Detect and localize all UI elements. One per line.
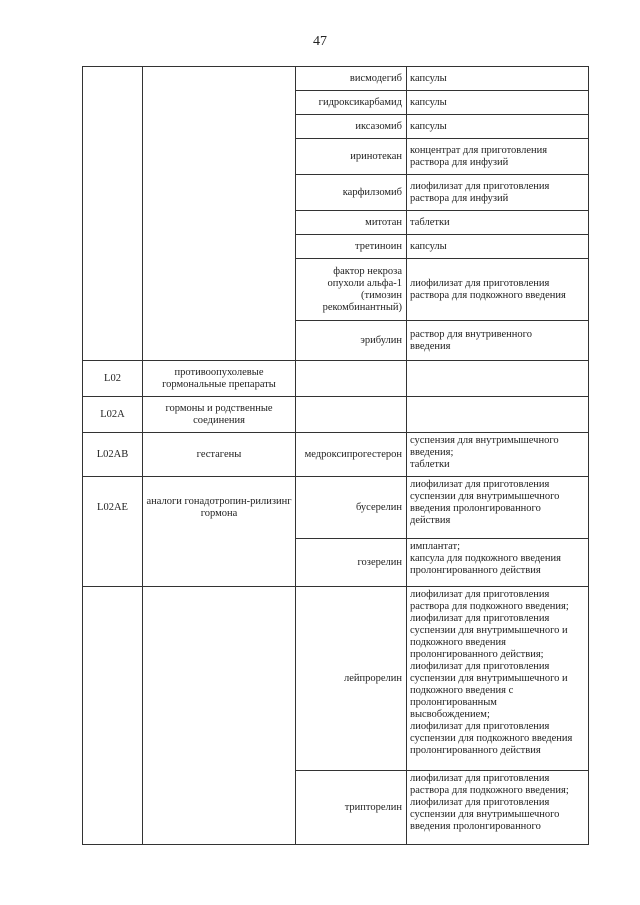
cell-line: лиофилизат для приготовления [410, 613, 550, 624]
table-row [83, 587, 589, 771]
table-row [83, 361, 589, 397]
cell-line: концентрат для приготовления [410, 145, 548, 156]
cell-line: пролонгированным [410, 697, 497, 708]
cell-line: суспензии для подкожного введения [410, 733, 573, 744]
atc-code-cell [83, 139, 143, 175]
cell-line: иринотекан [350, 150, 402, 162]
cell-line: введения пролонгированного [410, 821, 541, 832]
table-row [83, 539, 589, 587]
atc-code-cell [83, 321, 143, 361]
group-cell [143, 539, 296, 587]
cell-line: висмодегиб [349, 72, 402, 84]
dosage-form-cell [407, 397, 589, 433]
cell-line: раствора для инфузий [410, 157, 509, 168]
atc-code-cell [83, 175, 143, 211]
table-row [83, 91, 589, 115]
group-cell [143, 259, 296, 321]
inn-cell [296, 235, 407, 259]
cell-line: рекомбинантный) [322, 301, 402, 313]
dosage-form-cell [407, 115, 589, 139]
inn-cell [296, 771, 407, 845]
dosage-form-cell [407, 539, 589, 587]
cell-line: аналоги гонадотропин-рилизинг [146, 495, 292, 507]
table-row [83, 397, 589, 433]
cell-line: лиофилизат для приготовления [410, 773, 550, 784]
group-cell [143, 477, 296, 539]
drug-table [82, 66, 589, 845]
atc-code-cell [83, 539, 143, 587]
cell-line: имплантат; [410, 541, 461, 552]
cell-line: пролонгированного действия [410, 565, 541, 576]
cell-line: пролонгированного действия [410, 745, 541, 756]
cell-line: лиофилизат для приготовления [410, 797, 550, 808]
table-row [83, 139, 589, 175]
cell-line: гозерелин [357, 556, 402, 568]
atc-code-cell: L02AB [83, 433, 143, 477]
cell-line: третиноин [355, 240, 402, 252]
group-cell [143, 91, 296, 115]
group-cell [143, 433, 296, 477]
inn-cell [296, 211, 407, 235]
dosage-form-cell [407, 771, 589, 845]
cell-line: опухоли альфа-1 [327, 277, 402, 289]
cell-line: лейпрорелин [343, 672, 402, 684]
cell-line: введения [410, 341, 451, 352]
cell-line: лиофилизат для приготовления [410, 721, 550, 732]
cell-line: митотан [365, 216, 402, 228]
cell-line: раствора для подкожного введения [410, 290, 566, 301]
table-row [83, 771, 589, 845]
group-cell [143, 235, 296, 259]
cell-line: медроксипрогестерон [304, 448, 402, 460]
atc-code-cell [83, 235, 143, 259]
inn-cell [296, 91, 407, 115]
inn-cell [296, 321, 407, 361]
cell-line: пролонгированного действия; [410, 649, 544, 660]
inn-cell [296, 67, 407, 91]
inn-cell [296, 139, 407, 175]
atc-code-cell [83, 91, 143, 115]
table-row [83, 321, 589, 361]
table-row [83, 211, 589, 235]
cell-line: раствора для подкожного введения; [410, 785, 569, 796]
cell-line: гидроксикарбамид [318, 96, 402, 108]
cell-line: капсула для подкожного введения [410, 553, 561, 564]
cell-line: высвобождением; [410, 709, 490, 720]
cell-line: суспензии для внутримышечного [410, 809, 560, 820]
cell-line: капсулы [410, 73, 447, 84]
atc-code-cell [83, 587, 143, 771]
group-cell [143, 139, 296, 175]
group-cell [143, 211, 296, 235]
atc-code-cell [83, 771, 143, 845]
cell-line: лиофилизат для приготовления [410, 589, 550, 600]
cell-line: подкожного введения [410, 637, 506, 648]
cell-line: лиофилизат для приготовления [410, 278, 550, 289]
cell-line: таблетки [410, 459, 450, 470]
page-number: 47 [313, 34, 327, 49]
table-row [83, 477, 589, 539]
inn-cell [296, 175, 407, 211]
cell-line: противоопухолевые [174, 366, 264, 378]
dosage-form-cell [407, 235, 589, 259]
inn-cell [296, 259, 407, 321]
cell-line: эрибулин [360, 334, 402, 346]
cell-line: капсулы [410, 121, 447, 132]
inn-cell [296, 361, 407, 397]
dosage-form-cell [407, 211, 589, 235]
inn-cell [296, 587, 407, 771]
group-cell [143, 67, 296, 91]
cell-line: введения пролонгированного [410, 503, 541, 514]
dosage-form-cell [407, 477, 589, 539]
cell-line: лиофилизат для приготовления [410, 661, 550, 672]
inn-cell [296, 397, 407, 433]
atc-code-cell [83, 67, 143, 91]
table-row [83, 433, 589, 477]
cell-line: фактор некроза [333, 265, 402, 277]
cell-line: таблетки [410, 217, 450, 228]
cell-line: суспензии для внутримышечного [410, 491, 560, 502]
cell-line: раствор для внутривенного [410, 329, 532, 340]
cell-line: подкожного введения с [410, 685, 514, 696]
cell-line: гормона [200, 507, 238, 519]
group-cell [143, 771, 296, 845]
atc-code-cell [83, 211, 143, 235]
dosage-form-cell [407, 433, 589, 477]
dosage-form-cell [407, 139, 589, 175]
inn-cell [296, 433, 407, 477]
inn-cell [296, 539, 407, 587]
group-cell [143, 361, 296, 397]
cell-line: трипторелин [344, 801, 402, 813]
atc-code-cell: L02AE [83, 477, 143, 539]
atc-code-cell [83, 259, 143, 321]
group-cell [143, 115, 296, 139]
group-cell [143, 321, 296, 361]
cell-line: лиофилизат для приготовления [410, 181, 550, 192]
cell-line: бусерелин [355, 501, 402, 513]
dosage-form-cell [407, 259, 589, 321]
cell-line: раствора для инфузий [410, 193, 509, 204]
cell-line: суспензии для внутримышечного и [410, 673, 568, 684]
cell-line: капсулы [410, 97, 447, 108]
table-row [83, 259, 589, 321]
cell-line: карфилзомиб [342, 186, 402, 198]
cell-line: гормоны и родственные [165, 402, 273, 414]
dosage-form-cell [407, 175, 589, 211]
cell-line: (тимозин [361, 289, 402, 301]
dosage-form-cell [407, 321, 589, 361]
dosage-form-cell [407, 91, 589, 115]
cell-line: раствора для подкожного введения; [410, 601, 569, 612]
cell-line: суспензия для внутримышечного [410, 435, 559, 446]
atc-code-cell [83, 115, 143, 139]
table-row [83, 67, 589, 91]
cell-line: соединения [193, 414, 245, 426]
cell-line: гестагены [196, 448, 242, 460]
inn-cell [296, 477, 407, 539]
cell-line: суспензии для внутримышечного и [410, 625, 568, 636]
group-cell [143, 587, 296, 771]
atc-code-cell: L02A [83, 397, 143, 433]
group-cell [143, 397, 296, 433]
atc-code-cell: L02 [83, 361, 143, 397]
inn-cell [296, 115, 407, 139]
cell-line: лиофилизат для приготовления [410, 479, 550, 490]
cell-line: иксазомиб [355, 120, 402, 132]
cell-line: гормональные препараты [162, 378, 276, 390]
dosage-form-cell [407, 67, 589, 91]
table-row [83, 235, 589, 259]
dosage-form-cell [407, 361, 589, 397]
cell-line: действия [410, 515, 451, 526]
table-row [83, 115, 589, 139]
cell-line: введения; [410, 447, 454, 458]
cell-line: капсулы [410, 241, 447, 252]
group-cell [143, 175, 296, 211]
table-row [83, 175, 589, 211]
dosage-form-cell [407, 587, 589, 771]
